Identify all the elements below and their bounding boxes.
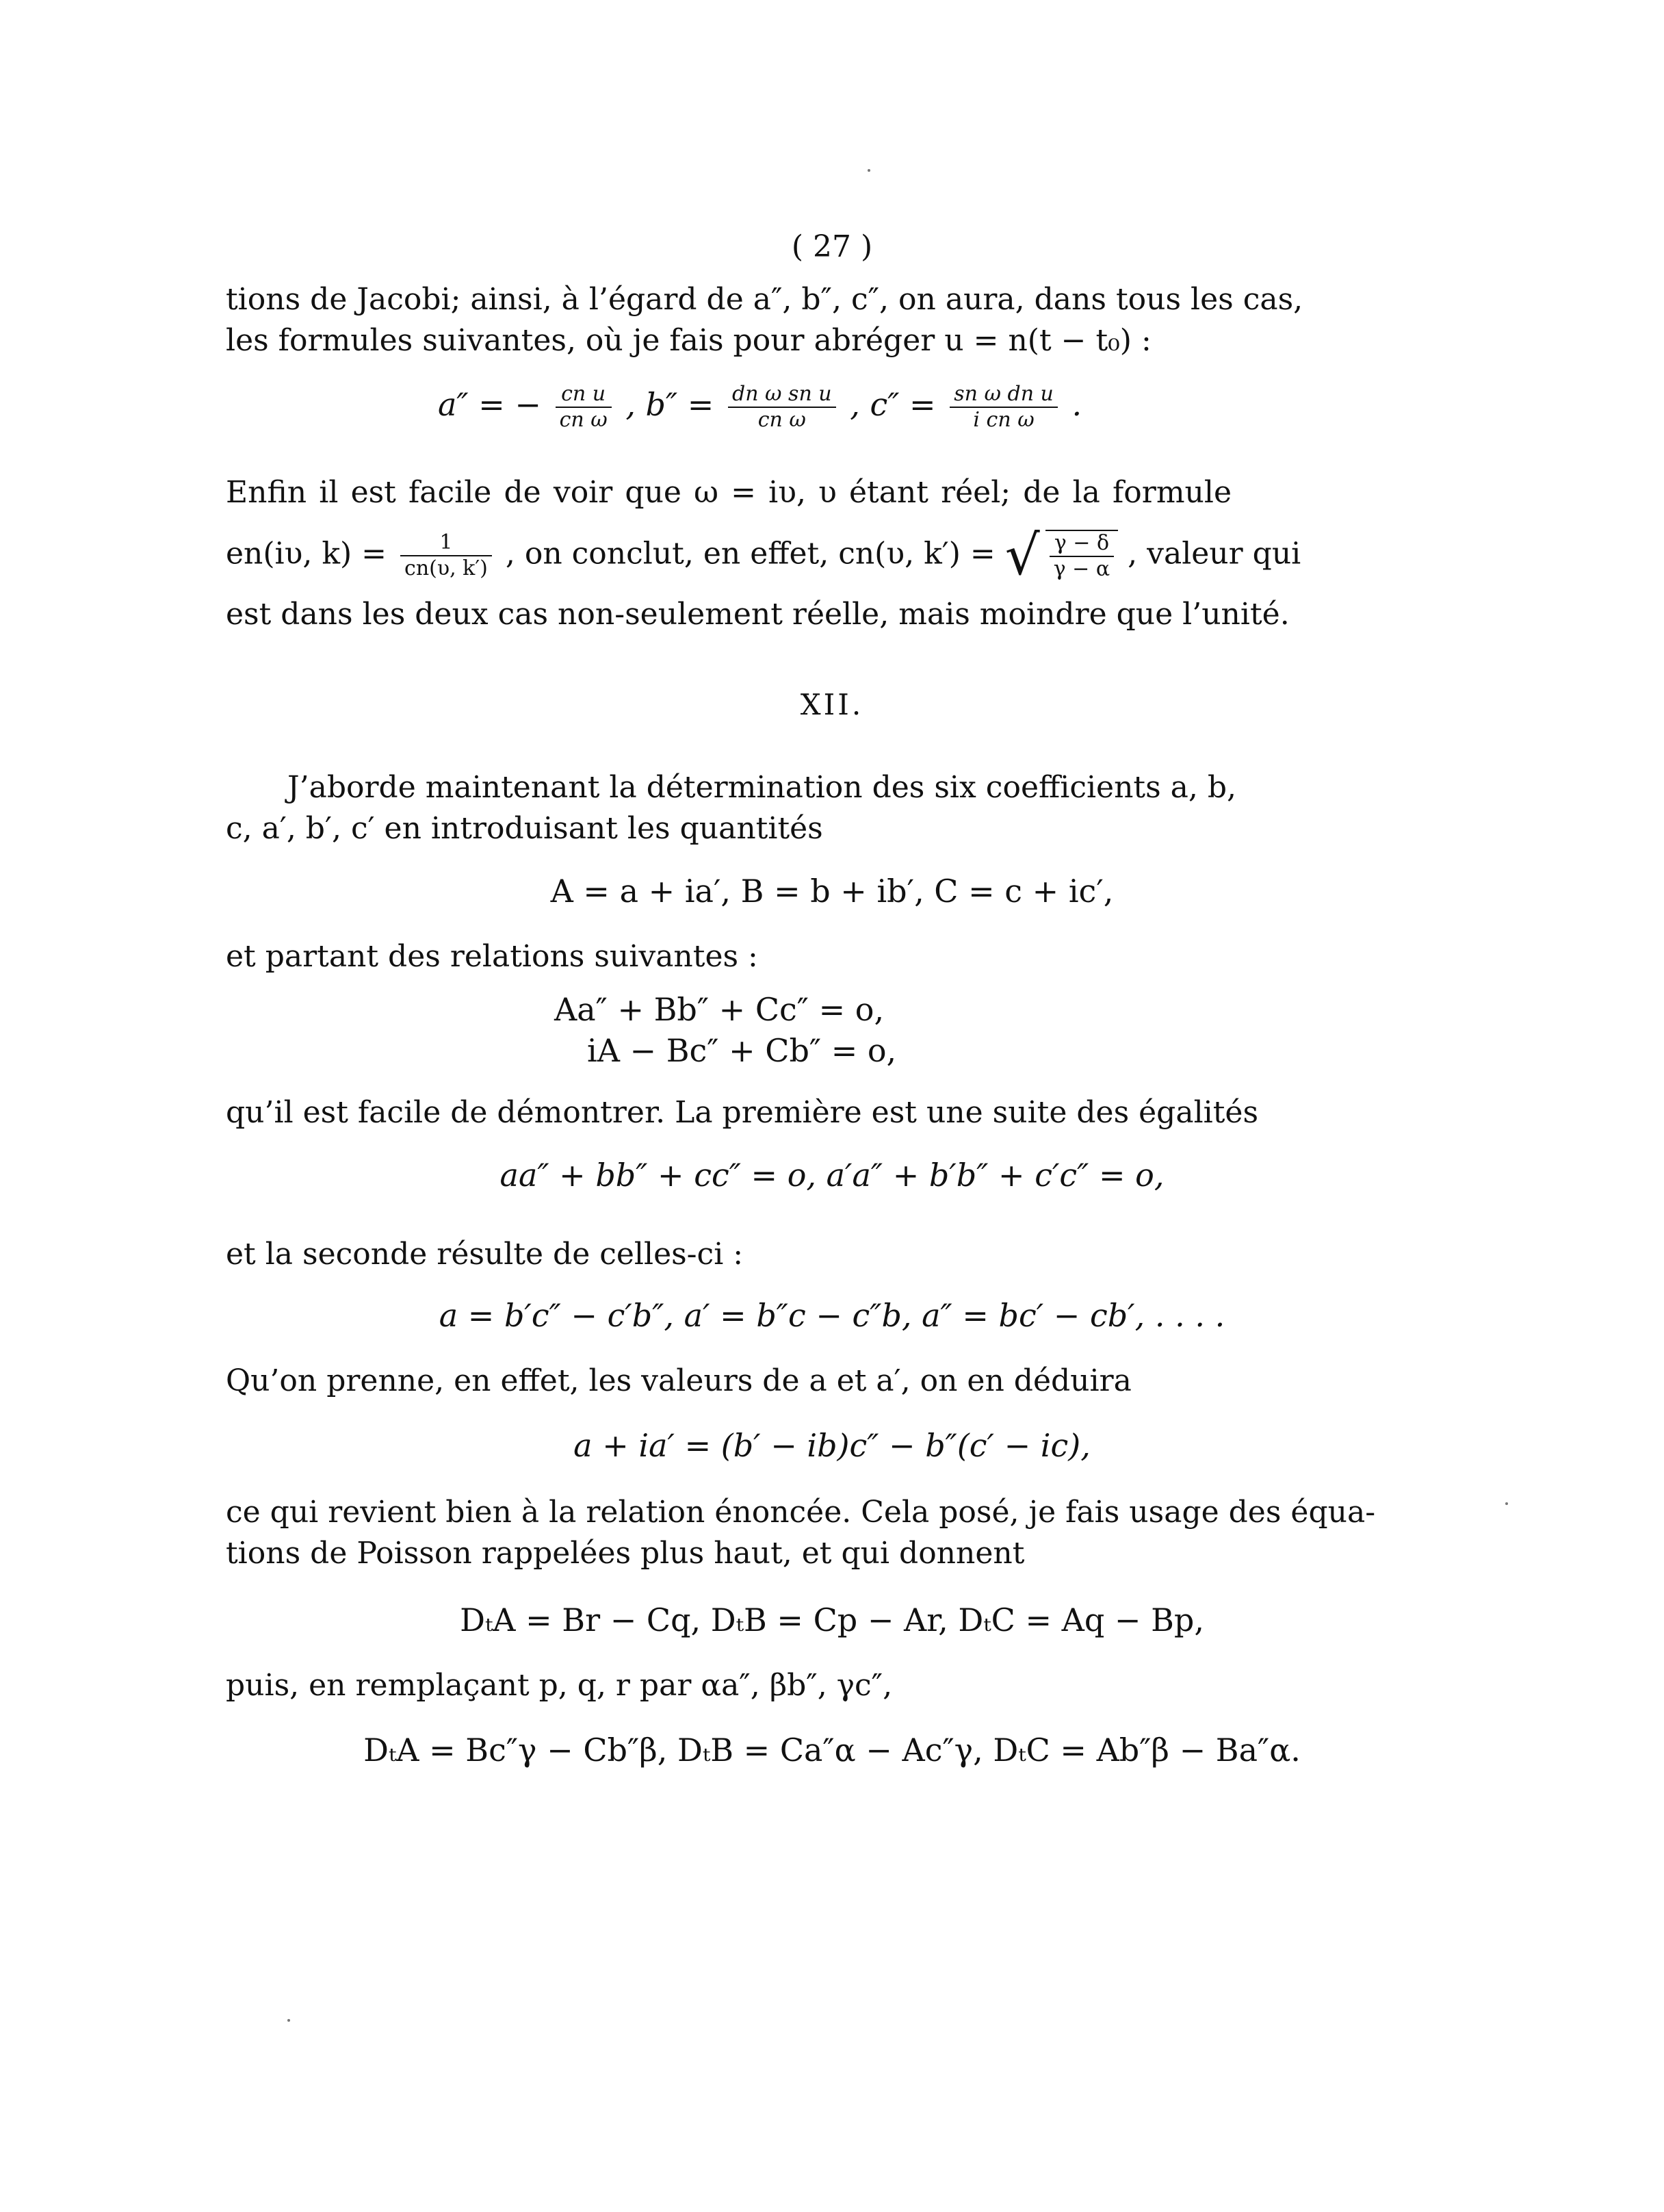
equation-definitions: A = a + ia′, B = b + ib′, C = c + ic′, [550, 873, 1114, 910]
paragraph-line: est dans les deux cas non-seulement réelle, mais moindre que l’unité. [226, 597, 1290, 632]
paragraph-line: Enfin il est facile de voir que ω = iυ, υ étant réel; de la formule [226, 475, 1232, 510]
fraction-numerator: cn u [556, 382, 612, 408]
paragraph-line: ce qui revient bien à la relation énoncée. Cela posé, je fais usage des équa- [226, 1495, 1376, 1530]
equation-term: , c″ = [850, 386, 936, 423]
fraction-numerator: 1 [400, 530, 492, 556]
fraction-denominator: i cn ω [973, 408, 1035, 432]
equation-deduction: a + ia′ = (b′ − ib)c″ − b″(c′ − ic), [573, 1427, 1091, 1464]
paragraph-line: J’aborde maintenant la détermination des six coefficients a, b, [287, 770, 1237, 805]
radical-sign-icon: √ [1004, 524, 1040, 587]
inline-text: , on conclut, en effet, cn(υ, k′) = [505, 536, 996, 571]
paragraph-line: qu’il est facile de démontrer. La première est une suite des égalités [226, 1095, 1259, 1130]
paragraph-line: tions de Jacobi; ainsi, à l’égard de a″, b″, c″, on aura, dans tous les cas, [226, 282, 1303, 317]
scan-speck [287, 2019, 290, 2022]
equation-relation-2: iA − Bc″ + Cb″ = o, [587, 1032, 897, 1069]
fraction-numerator: γ − δ [1050, 531, 1114, 557]
paragraph-line: et partant des relations suivantes : [226, 939, 758, 974]
paragraph-line: et la seconde résulte de celles-ci : [226, 1237, 744, 1272]
paragraph-line: les formules suivantes, où je fais pour abréger u = n(t − t₀) : [226, 323, 1152, 358]
fraction [1050, 531, 1114, 582]
equation-term: . [1071, 386, 1082, 423]
inline-text: , valeur qui [1128, 536, 1301, 571]
fraction-numerator: sn ω dn u [950, 382, 1058, 408]
equation-relation-1: Aa″ + Bb″ + Cc″ = o, [554, 991, 885, 1028]
radicand [1045, 530, 1118, 582]
fraction-denominator: cn(υ, k′) [404, 556, 488, 580]
equation-term: , b″ = [625, 386, 714, 423]
fraction-denominator: γ − α [1053, 557, 1110, 581]
section-heading: XII. [800, 688, 864, 721]
page-number: ( 27 ) [791, 229, 873, 264]
equation-equalities: aa″ + bb″ + cc″ = o, a′a″ + b′b″ + c′c″ = o, [499, 1157, 1165, 1194]
fraction-numerator: dn ω sn u [728, 382, 836, 408]
fraction [728, 382, 836, 433]
equation-poisson: DₜA = Br − Cq, DₜB = Cp − Ar, DₜC = Aq − Bp, [460, 1602, 1204, 1638]
paragraph-line: Qu’on prenne, en effet, les valeurs de a et a′, on en déduira [226, 1363, 1132, 1398]
scan-speck [1505, 1502, 1508, 1505]
scan-speck [868, 169, 870, 172]
fraction-denominator: cn ω [757, 408, 806, 432]
fraction [556, 382, 612, 433]
square-root [1004, 524, 1118, 587]
paragraph-line-with-math [226, 524, 1301, 587]
equation-term: a″ = − [438, 386, 541, 423]
paragraph-line: puis, en remplaçant p, q, r par αa″, βb″, γc″, [226, 1668, 893, 1703]
equation-elliptic-cosines [438, 382, 1082, 433]
equation-cofactors: a = b′c″ − c′b″, a′ = b″c − c″b, a″ = bc′ − cb′, . . . . [439, 1297, 1225, 1334]
equation-substituted: DₜA = Bc″γ − Cb″β, DₜB = Ca″α − Ac″γ, DₜC = Ab″β − Ba″α. [363, 1732, 1301, 1769]
inline-text: en(iυ, k) = [226, 536, 387, 571]
fraction-denominator: cn ω [559, 408, 608, 432]
fraction [950, 382, 1058, 433]
fraction [400, 530, 492, 581]
paragraph-line: c, a′, b′, c′ en introduisant les quantités [226, 811, 823, 846]
paragraph-line: tions de Poisson rappelées plus haut, et qui donnent [226, 1536, 1025, 1571]
